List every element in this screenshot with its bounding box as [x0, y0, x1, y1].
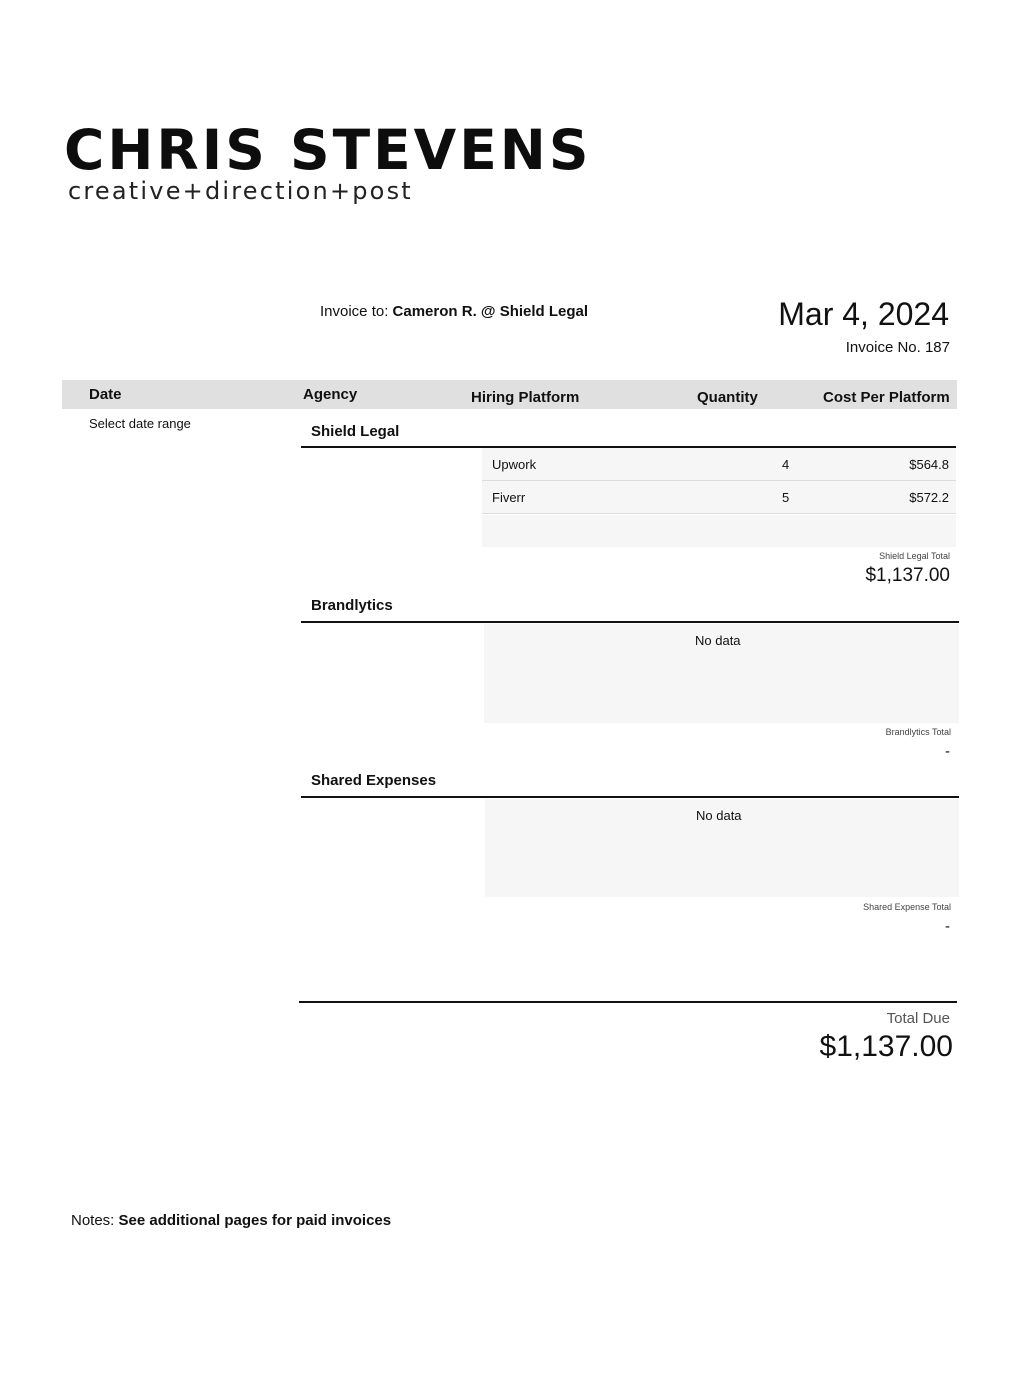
brand-tagline: creative+direction+post	[68, 177, 413, 205]
agency-title-shared-expenses: Shared Expenses	[311, 772, 437, 789]
notes	[71, 1212, 391, 1229]
no-data-text: No data	[696, 808, 742, 823]
no-data-panel	[485, 799, 959, 897]
row-quantity: 4	[782, 457, 790, 472]
invoice-to-label: Invoice to:	[320, 303, 389, 320]
no-data-panel	[484, 624, 959, 723]
column-header-cost: Cost Per Platform	[823, 389, 950, 406]
total-due-value: $1,137.00	[819, 1030, 953, 1063]
column-header-date: Date	[89, 386, 122, 403]
row-quantity: 5	[782, 490, 790, 505]
subtotal-label-shield-legal: Shield Legal Total	[879, 551, 950, 561]
brand-name: CHRIS STEVENS	[64, 118, 592, 182]
subtotal-value-shared-expenses: -	[945, 918, 950, 935]
agency-title-brandlytics: Brandlytics	[311, 597, 393, 614]
subtotal-label-shared-expenses: Shared Expense Total	[863, 902, 951, 912]
row-cost: $572.2	[909, 490, 949, 505]
row-platform: Upwork	[492, 457, 537, 472]
row-cost: $564.8	[909, 457, 949, 472]
table-row-empty	[482, 515, 956, 547]
table-row	[482, 481, 956, 514]
column-header-platform: Hiring Platform	[471, 389, 580, 406]
notes-label: Notes:	[71, 1212, 115, 1229]
column-header-agency: Agency	[303, 386, 358, 403]
invoice-recipient	[320, 303, 588, 320]
total-due-label: Total Due	[886, 1010, 950, 1027]
subtotal-value-shield-legal: $1,137.00	[865, 565, 950, 586]
row-platform: Fiverr	[492, 490, 526, 505]
invoice-number: Invoice No. 187	[845, 339, 950, 356]
notes-text: See additional pages for paid invoices	[118, 1212, 392, 1229]
agency-title-shield-legal: Shield Legal	[311, 423, 400, 440]
no-data-text: No data	[695, 633, 741, 648]
total-divider	[299, 1001, 957, 1003]
group-divider	[301, 621, 959, 623]
group-divider	[301, 796, 959, 798]
table-row	[482, 448, 956, 481]
subtotal-label-brandlytics: Brandlytics Total	[885, 727, 951, 737]
invoice-to-value: Cameron R. @ Shield Legal	[392, 303, 589, 320]
column-header-quantity: Quantity	[697, 389, 758, 406]
invoice-date: Mar 4, 2024	[778, 296, 949, 332]
subtotal-value-brandlytics: -	[945, 743, 950, 760]
date-range-selector[interactable]: Select date range	[89, 416, 191, 431]
